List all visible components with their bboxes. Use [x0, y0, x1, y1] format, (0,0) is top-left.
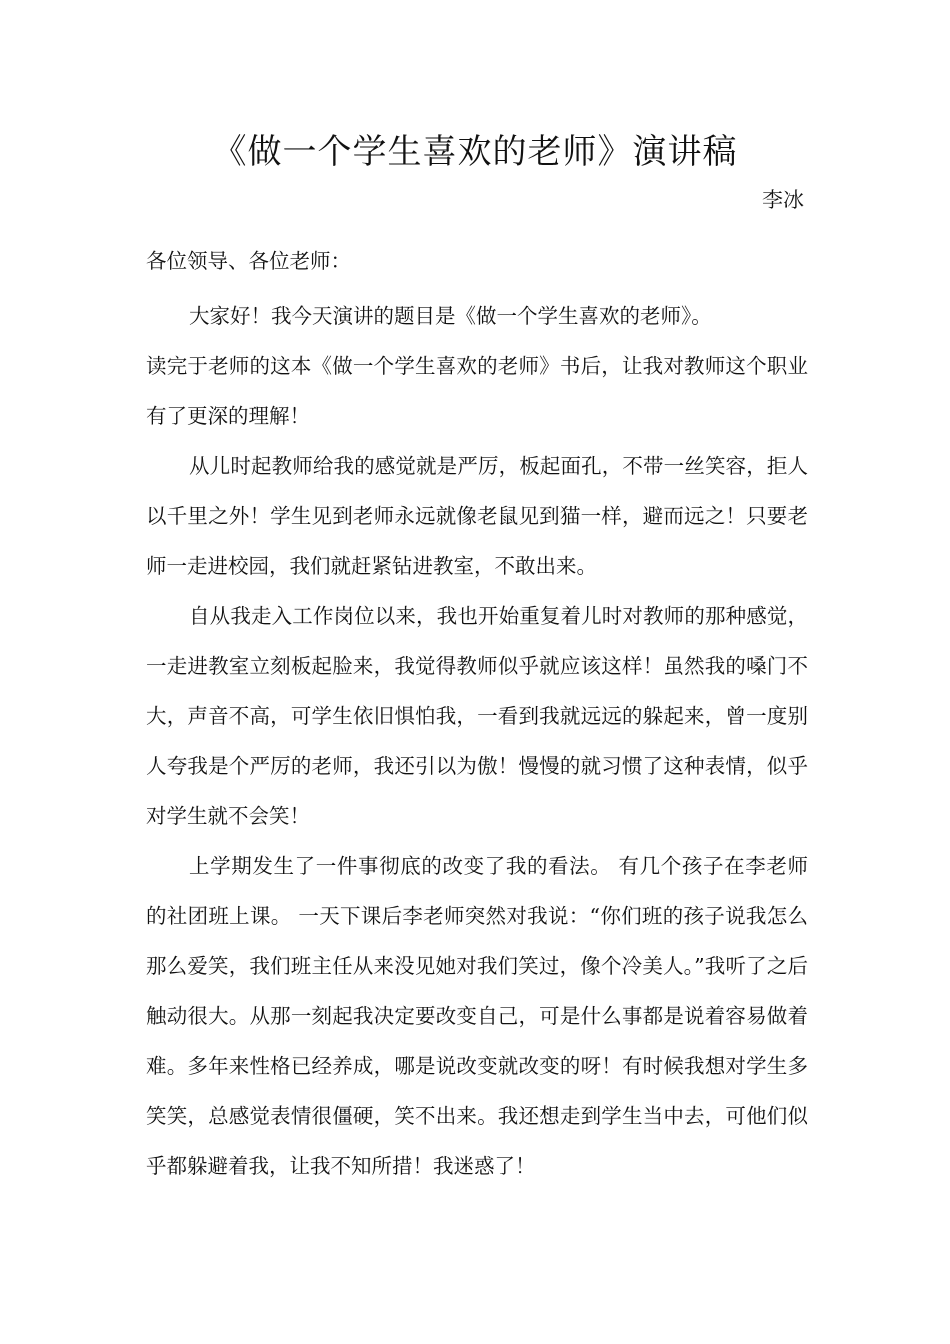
salutation: 各位领导、各位老师：	[146, 249, 351, 273]
paragraph-childhood: 从儿时起教师给我的感觉就是严厉，板起面孔，不带一丝笑容，拒人以千里之外！学生见到老师永远就像老鼠见到猫一样，避而远之！只要老师一走进校园，我们就赶紧钻进教室，不敢出来。	[146, 454, 808, 578]
paragraph-change: 上学期发生了一件事彻底的改变了我的看法。 有几个孩子在李老师的社团班上课。 一天下课后李老师突然对我说：“你们班的孩子说我怎么那么爱笑，我们班主任从来没见她对我们笑过，像个冷美人。”我听了之后触动很大。从那一刻起我决定要改变自己，可是什么事都是说着容易做着难。多年来性格已经养成，哪是说改变就改变的呀！有时候我想对学生多笑笑，总感觉表情很僵硬，笑不出来。我还想走到学生当中去，可他们似乎都躲避着我，让我不知所措！我迷惑了！	[146, 854, 808, 1178]
paragraph-book: 读完于老师的这本《做一个学生喜欢的老师》书后，让我对教师这个职业有了更深的理解！	[146, 354, 808, 428]
paragraph-work: 自从我走入工作岗位以来，我也开始重复着儿时对教师的那种感觉，一走进教室立刻板起脸来，我觉得教师似乎就应该这样！虽然我的嗓门不大，声音不高，可学生依旧惧怕我，一看到我就远远的躲起来，曾一度别人夸我是个严厉的老师，我还引以为傲！慢慢的就习惯了这种表情，似乎对学生就不会笑！	[146, 604, 808, 828]
author-name: 李冰	[762, 188, 804, 212]
page-title: 《做一个学生喜欢的老师》演讲稿	[212, 132, 738, 172]
speech-body	[146, 236, 808, 1191]
paragraph-greeting: 大家好！我今天演讲的题目是《做一个学生喜欢的老师》。	[189, 304, 712, 328]
